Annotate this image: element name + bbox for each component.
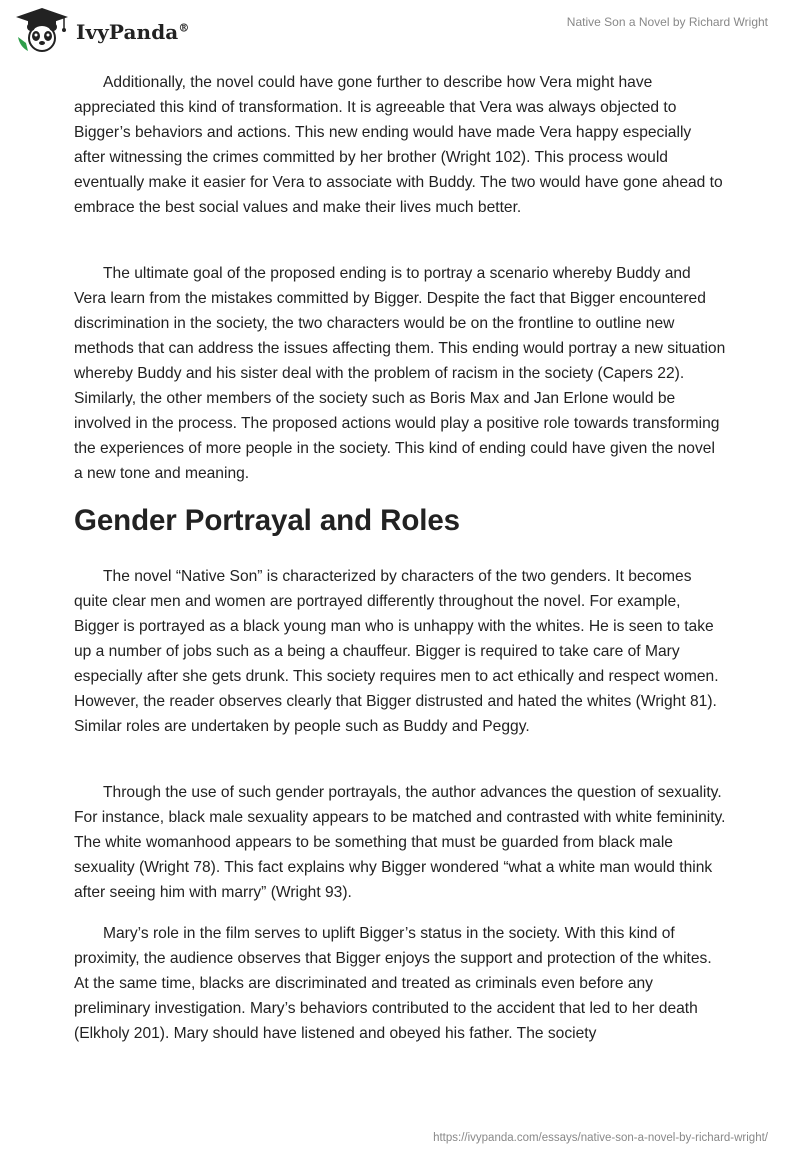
paragraph: Additionally, the novel could have gone further to describe how Vera might have appreciated this kind of transformation. It is agreeable that Vera was always objected to Bigger’s behaviors and actions. This new ending would have made Vera happy especially after witnessing the crimes committed by her brother (Wright 102). This process would eventually make it easier for Vera to associate with Buddy. The two would have gone ahead to embrace the best social values and make their lives much better. <box>74 74 723 216</box>
paragraph: The novel “Native Son” is characterized by characters of the two genders. It becomes quite clear men and women are portrayed differently throughout the novel. For example, Bigger is portrayed as a black young man who is unhappy with the whites. He is seen to take up a number of jobs such as a being a chauffeur. Bigger is required to take care of Mary especially after she gets drunk. This society requires men to act ethically and respect women. However, the reader observes clearly that Bigger distrusted and hated the whites (Wright 81). Similar roles are undertaken by people such as Buddy and Peggy. <box>74 568 719 735</box>
logo-name: IvyPanda <box>76 20 179 44</box>
section-heading: Gender Portrayal and Roles <box>74 504 460 537</box>
document-title: Native Son a Novel by Richard Wright <box>566 15 768 29</box>
panda-graduate-icon <box>14 7 70 53</box>
source-url[interactable]: https://ivypanda.com/essays/native-son-a-novel-by-richard-wright/ <box>433 1132 768 1144</box>
logo-wordmark <box>76 20 189 44</box>
page-header <box>0 0 800 60</box>
paragraph: The ultimate goal of the proposed ending is to portray a scenario whereby Buddy and Vera learn from the mistakes committed by Bigger. Despite the fact that Bigger encountered discrimination in the society, the two characters would be on the frontline to outline new methods that can address the issues affecting them. This ending would portray a new situation whereby Buddy and his sister deal with the problem of racism in the society (Capers 22). Similarly, the other members of the society such as Boris Max and Jan Erlone would be involved in the process. The proposed actions would play a positive role towards transforming the experiences of more people in the society. This kind of ending could have given the novel a new tone and meaning. <box>74 265 726 482</box>
paragraph: Through the use of such gender portrayals, the author advances the question of sexuality. For instance, black male sexuality appears to be matched and contrasted with white femininity. The white womanhood appears to be something that must be guarded from black male sexuality (Wright 78). This fact explains why Bigger wondered “what a white man would think after seeing him with marry” (Wright 93). <box>74 784 726 901</box>
registered-mark: ® <box>178 21 190 35</box>
paragraph: Mary’s role in the film serves to uplift Bigger’s status in the society. With this kind of proximity, the audience observes that Bigger enjoys the support and protection of the whites. At the same time, blacks are discriminated and treated as criminals even before any preliminary investigation. Mary’s behaviors contributed to the accident that led to her death (Elkholy 201). Mary should have listened and obeyed his father. The society <box>74 925 712 1042</box>
ivypanda-logo[interactable] <box>14 7 189 53</box>
